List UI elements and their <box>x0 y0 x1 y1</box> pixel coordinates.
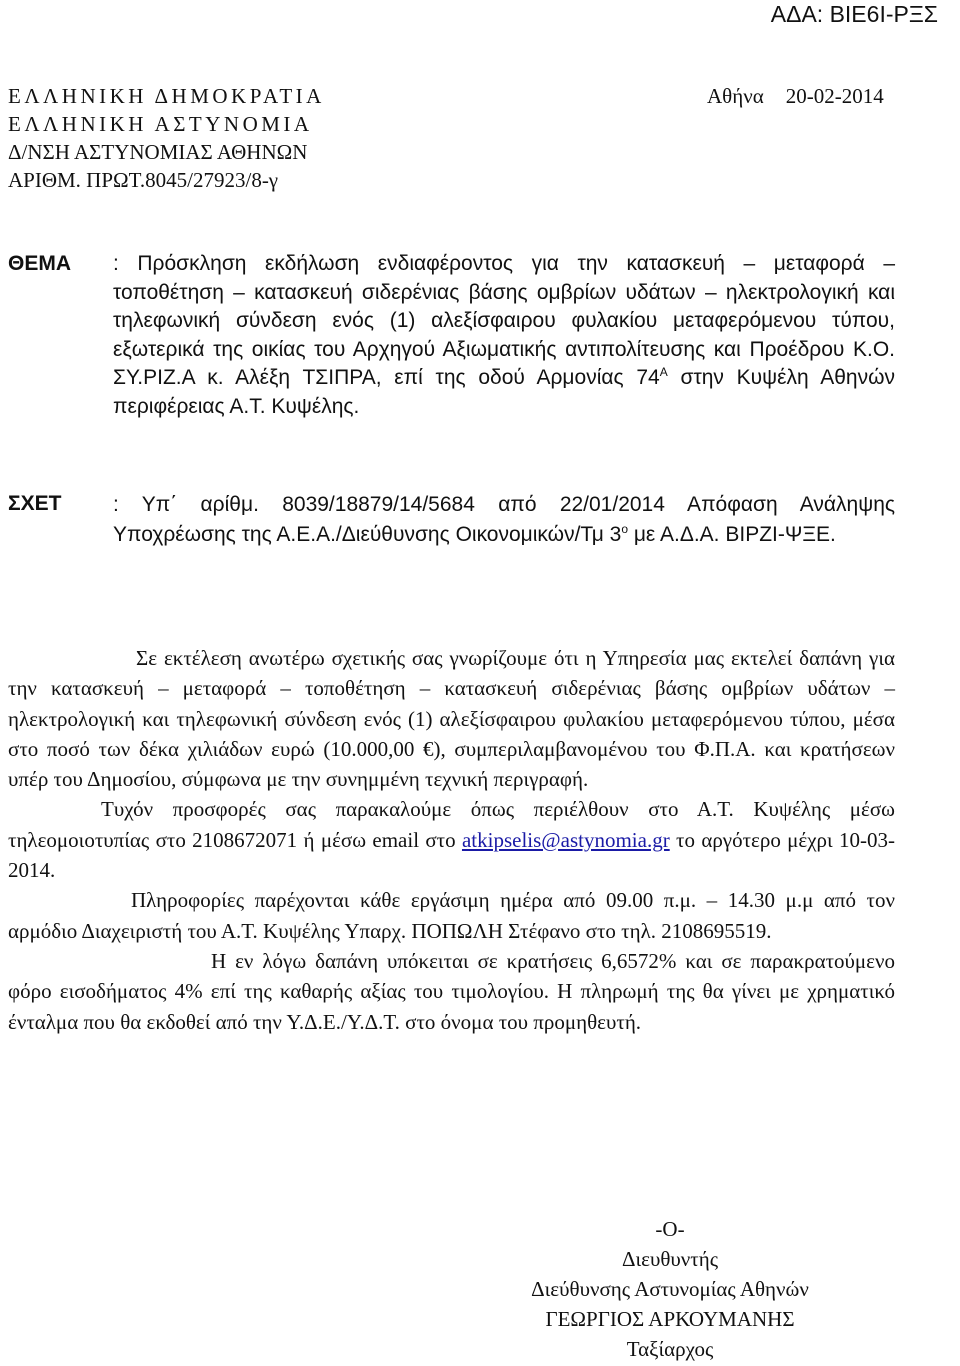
paragraph-offers-end: το αργότερο μέχρι 10-03-2014. <box>8 827 896 883</box>
reference-label: ΣΧΕΤ <box>8 492 62 515</box>
signature-rank: Ταξίαρχος <box>626 1337 714 1361</box>
issuer-header <box>8 82 325 194</box>
reference-superscript: ο <box>621 522 628 536</box>
paragraph-information: Πληροφορίες παρέχονται κάθε εργάσιμη ημέρα από 09.00 π.μ. – 14.30 μ.μ από τον αρμόδιο Διαχειριστή του Α.Τ. Κυψέλης Υπαρχ. ΠΟΠΩΛΗ Στέφανο στο τηλ. 2108695519. <box>8 888 895 943</box>
email-link[interactable]: atkipselis@astynomia.gr <box>461 827 670 852</box>
subject-text-end: στην Κυψέλη Αθηνών περιφέρειας Α.Τ. Κυψέλης. <box>113 366 896 418</box>
header-police: ΕΛΛΗΝΙΚΗ ΑΣΤΥΝΟΜΙΑ <box>8 112 313 136</box>
paragraph-expenditure: Σε εκτέλεση ανωτέρω σχετικής σας γνωρίζουμε ότι η Υπηρεσία μας εκτελεί δαπάνη για την κατασκευή – μεταφορά – τοποθέτηση – κατασκευή σιδερένιας βάσης ομβρίων υδάτων – ηλεκτρολογική και τηλεφωνική σύνδεση ενός (1) αλεξίσφαιρου φυλακίου μεταφερόμενου τύπου, μέσα στο ποσό των δέκα χιλιάδων ευρώ (10.000,00 €), συμπεριλαμβανομένου του Φ.Π.Α. και κρατήσεων υπέρ του Δημοσίου, σύμφωνα με την συνημμένη τεχνική περιγραφή. <box>8 646 895 792</box>
document-date: 20-02-2014 <box>785 84 884 108</box>
paragraph-offers-start: Τυχόν προσφορές σας παρακαλούμε όπως περιέλθουν στο Α.Τ. Κυψέλης μέσω τηλεομοιοτυπίας στο 2108672071 ή μέσω email στο <box>8 797 895 852</box>
paragraph-offers <box>8 794 895 885</box>
document-body <box>8 643 895 1037</box>
subject-text <box>113 250 895 421</box>
signature-mark: -Ο- <box>655 1217 685 1241</box>
subject-label: ΘΕΜΑ <box>8 252 71 275</box>
place: Αθήνα <box>707 84 764 108</box>
header-directorate: Δ/ΝΣΗ ΑΣΤΥΝΟΜΙΑΣ ΑΘΗΝΩΝ <box>8 140 308 164</box>
subject-superscript: Α <box>659 365 668 379</box>
reference-text-end: με Α.Δ.Α. ΒΙΡΖΙ-ΨΞΕ. <box>628 523 836 546</box>
signature-block <box>420 1214 920 1364</box>
header-protocol-number: ΑΡΙΘΜ. ΠΡΩΤ.8045/27923/8-γ <box>8 168 279 192</box>
ada-code: ΑΔΑ: ΒΙΕ6Ι-ΡΞΣ <box>770 1 938 27</box>
signature-unit: Διεύθυνσης Αστυνομίας Αθηνών <box>531 1277 809 1301</box>
header-republic: ΕΛΛΗΝΙΚΗ ΔΗΜΟΚΡΑΤΙΑ <box>8 84 325 108</box>
paragraph-deductions: Η εν λόγω δαπάνη υπόκειται σε κρατήσεις 6,6572% και σε παρακρατούμενο φόρο εισοδήματος 4% επί της καθαρής αξίας του τιμολογίου. Η πληρωμή της θα γίνει με χρηματικό ένταλμα που θα εκδοθεί από την Υ.Δ.Ε./Υ.Δ.Τ. στο όνομα του προμηθευτή. <box>8 948 895 1034</box>
signature-title: Διευθυντής <box>621 1247 719 1271</box>
reference-text <box>103 490 895 550</box>
subject-text-main: : Πρόσκληση εκδήλωση ενδιαφέροντος για την κατασκευή – μεταφορά – τοποθέτηση – κατασκευή σιδερένιας βάσης ομβρίων υδάτων – ηλεκτρολογική και τηλεφωνική σύνδεση ενός (1) αλεξίσφαιρου φυλακίου μεταφερόμενου τύπου, εξωτερικά της οικίας του Αρχηγού Αξιωματικής αντιπολίτευσης και Προέδρου Κ.Ο. ΣΥ.ΡΙΖ.Α κ. Αλέξη ΤΣΙΠΡΑ, επί της οδού Αρμονίας 74 <box>113 252 895 389</box>
signature-name: ΓΕΩΡΓΙΟΣ ΑΡΚΟΥΜΑΝΗΣ <box>545 1307 795 1331</box>
place-date <box>707 82 884 110</box>
reference-text-main: : Υπ΄ αρίθμ. 8039/18879/14/5684 από 22/01/2014 Απόφαση Ανάληψης Υποχρέωσης της Α.Ε.Α./Διεύθυνσης Οικονομικών/Τμ 3 <box>113 493 895 546</box>
